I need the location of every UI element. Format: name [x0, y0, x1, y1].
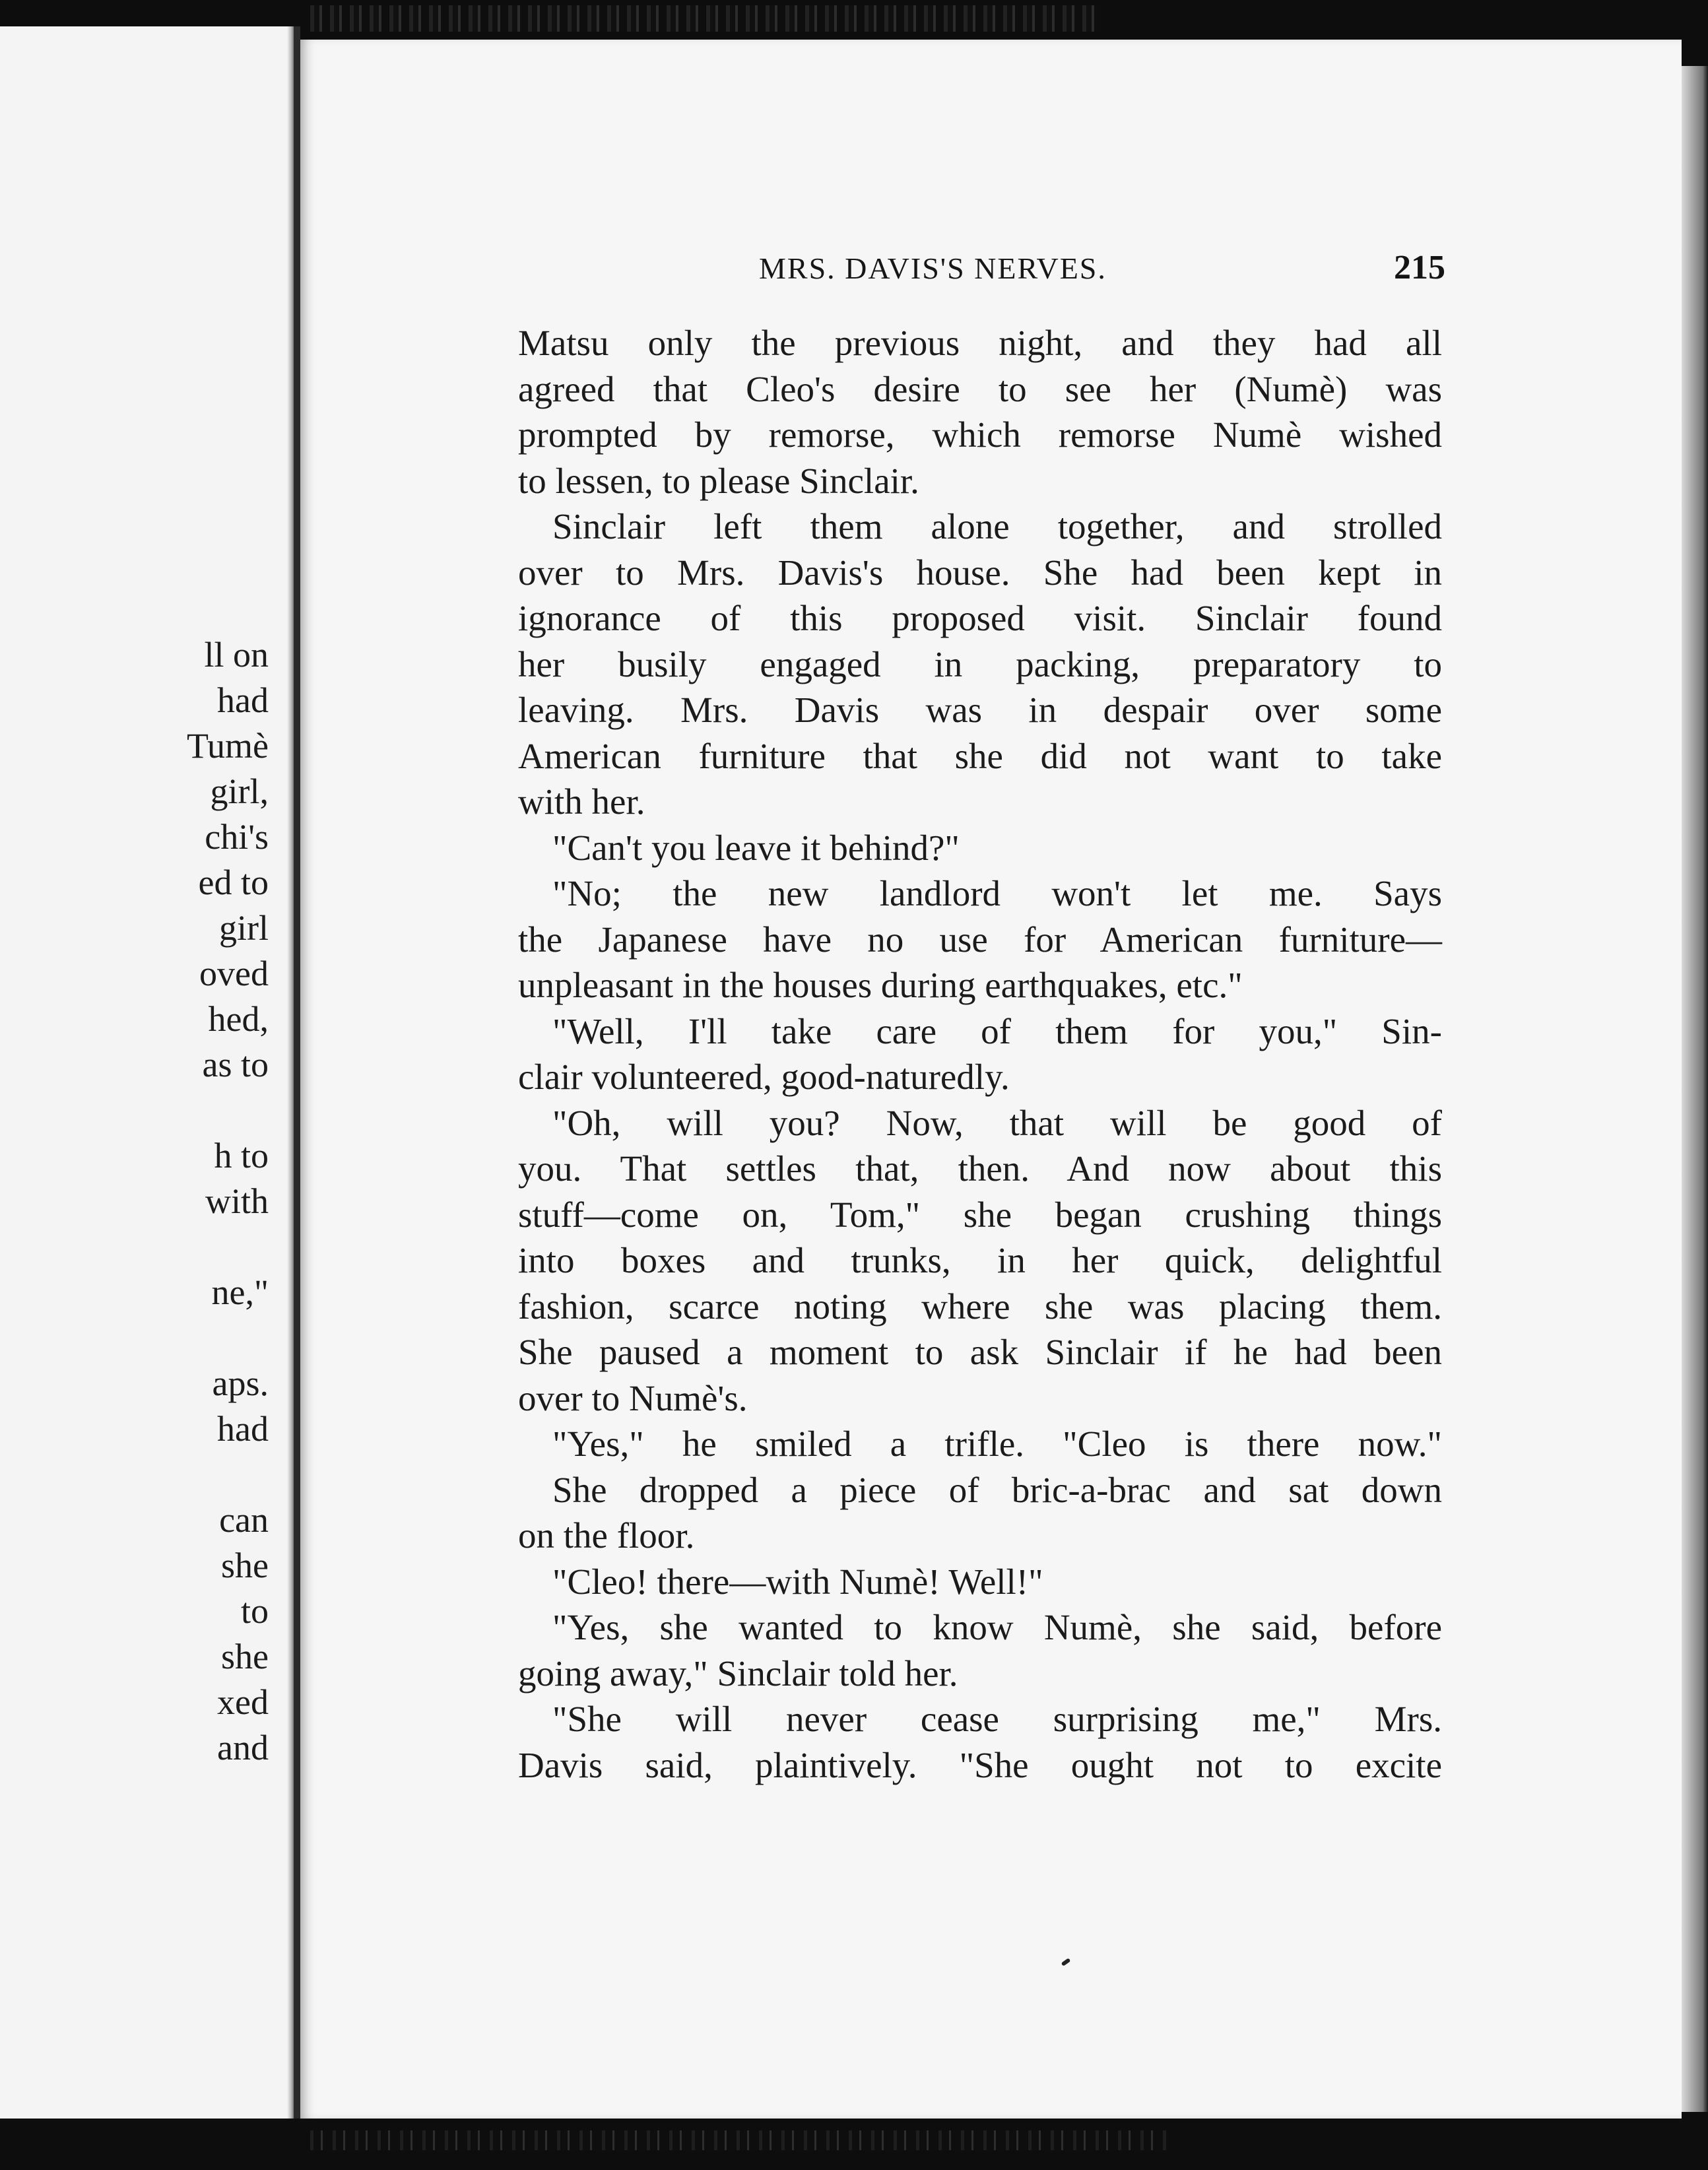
text-line: to lessen, to please Sinclair. [518, 460, 919, 501]
left-page-fragment: had [217, 680, 269, 720]
left-page-fragment: girl, [210, 772, 269, 811]
text-line: you. That settles that, then. And now about this [518, 1148, 1442, 1189]
left-page-fragment: ll on [204, 635, 269, 674]
text-line: stuff—come on, Tom," she began crushing things [518, 1194, 1442, 1235]
text-line: over to Numè's. [518, 1377, 748, 1418]
left-page-fragment: can [219, 1500, 269, 1540]
text-line: agreed that Cleo's desire to see her (Numè) was [518, 368, 1442, 409]
text-line: with her. [518, 781, 645, 822]
left-page-fragment: Tumè [186, 726, 269, 766]
page-header [759, 251, 1445, 297]
text-line: "Well, I'll take care of them for you," Sin- [552, 1010, 1442, 1051]
text-line: ignorance of this proposed visit. Sinclair found [518, 598, 1442, 638]
left-page-fragment: oved [199, 954, 269, 993]
book-spine [294, 26, 300, 2119]
left-page-fragment: hed, [208, 999, 269, 1039]
text-line: clair volunteered, good-naturedly. [518, 1057, 1010, 1097]
left-page-fragment: girl [219, 908, 269, 948]
text-line: over to Mrs. Davis's house. She had been kept in [518, 552, 1442, 593]
text-line: "Cleo! there—with Numè! Well!" [552, 1561, 1043, 1602]
left-page-fragment: ed to [198, 863, 269, 902]
left-page-fragment: xed [217, 1682, 269, 1722]
left-page-fragment: to [240, 1591, 269, 1631]
left-page-fragment: h to [214, 1136, 269, 1175]
left-page-fragment: she [221, 1546, 269, 1585]
text-line: "Yes," he smiled a trifle. "Cleo is there now." [552, 1424, 1442, 1464]
scan-top-edge [310, 5, 1102, 32]
text-line: prompted by remorse, which remorse Numè wished [518, 414, 1442, 455]
text-line: unpleasant in the houses during earthquakes, etc." [518, 965, 1243, 1005]
text-line: Sinclair left them alone together, and strolled [552, 506, 1442, 546]
left-page-fragment: and [217, 1728, 269, 1767]
text-line: Davis said, plaintively. "She ought not to excite [518, 1744, 1442, 1785]
text-line: American furniture that she did not want to take [518, 735, 1442, 776]
left-page-fragment: aps. [212, 1364, 269, 1403]
text-line: "Can't you leave it behind?" [552, 827, 960, 868]
text-line: into boxes and trunks, in her quick, delightful [518, 1240, 1442, 1280]
left-page [0, 26, 294, 2119]
text-line: going away," Sinclair told her. [518, 1653, 958, 1693]
right-page-edge [1682, 66, 1708, 2112]
left-page-fragment: had [217, 1409, 269, 1449]
running-head: MRS. DAVIS'S NERVES. [759, 251, 1107, 285]
text-line: fashion, scarce noting where she was placing them. [518, 1286, 1442, 1327]
text-line: her busily engaged in packing, preparatory to [518, 643, 1442, 684]
text-line: "She will never cease surprising me," Mrs. [552, 1699, 1442, 1739]
left-page-gutter [287, 26, 294, 2119]
left-page-fragment: she [221, 1637, 269, 1676]
text-line: She paused a moment to ask Sinclair if he had been [518, 1332, 1442, 1372]
text-line: She dropped a piece of bric-a-brac and sat down [552, 1469, 1442, 1510]
text-line: Matsu only the previous night, and they had all [518, 323, 1442, 363]
text-line: "No; the new landlord won't let me. Says [552, 873, 1442, 913]
left-page-fragment: ne," [211, 1272, 269, 1312]
left-page-fragment: with [205, 1181, 269, 1221]
scan-bottom-edge [310, 2130, 1168, 2150]
body-text [518, 320, 1442, 1788]
left-page-fragment: as to [202, 1045, 269, 1084]
left-page-fragment: chi's [205, 817, 269, 857]
page-number: 215 [1394, 249, 1445, 286]
text-line: leaving. Mrs. Davis was in despair over some [518, 690, 1442, 730]
text-line: "Oh, will you? Now, that will be good of [552, 1102, 1442, 1143]
text-line: "Yes, she wanted to know Numè, she said, before [552, 1607, 1442, 1647]
text-line: on the floor. [518, 1515, 695, 1556]
text-line: the Japanese have no use for American furniture— [518, 919, 1442, 960]
